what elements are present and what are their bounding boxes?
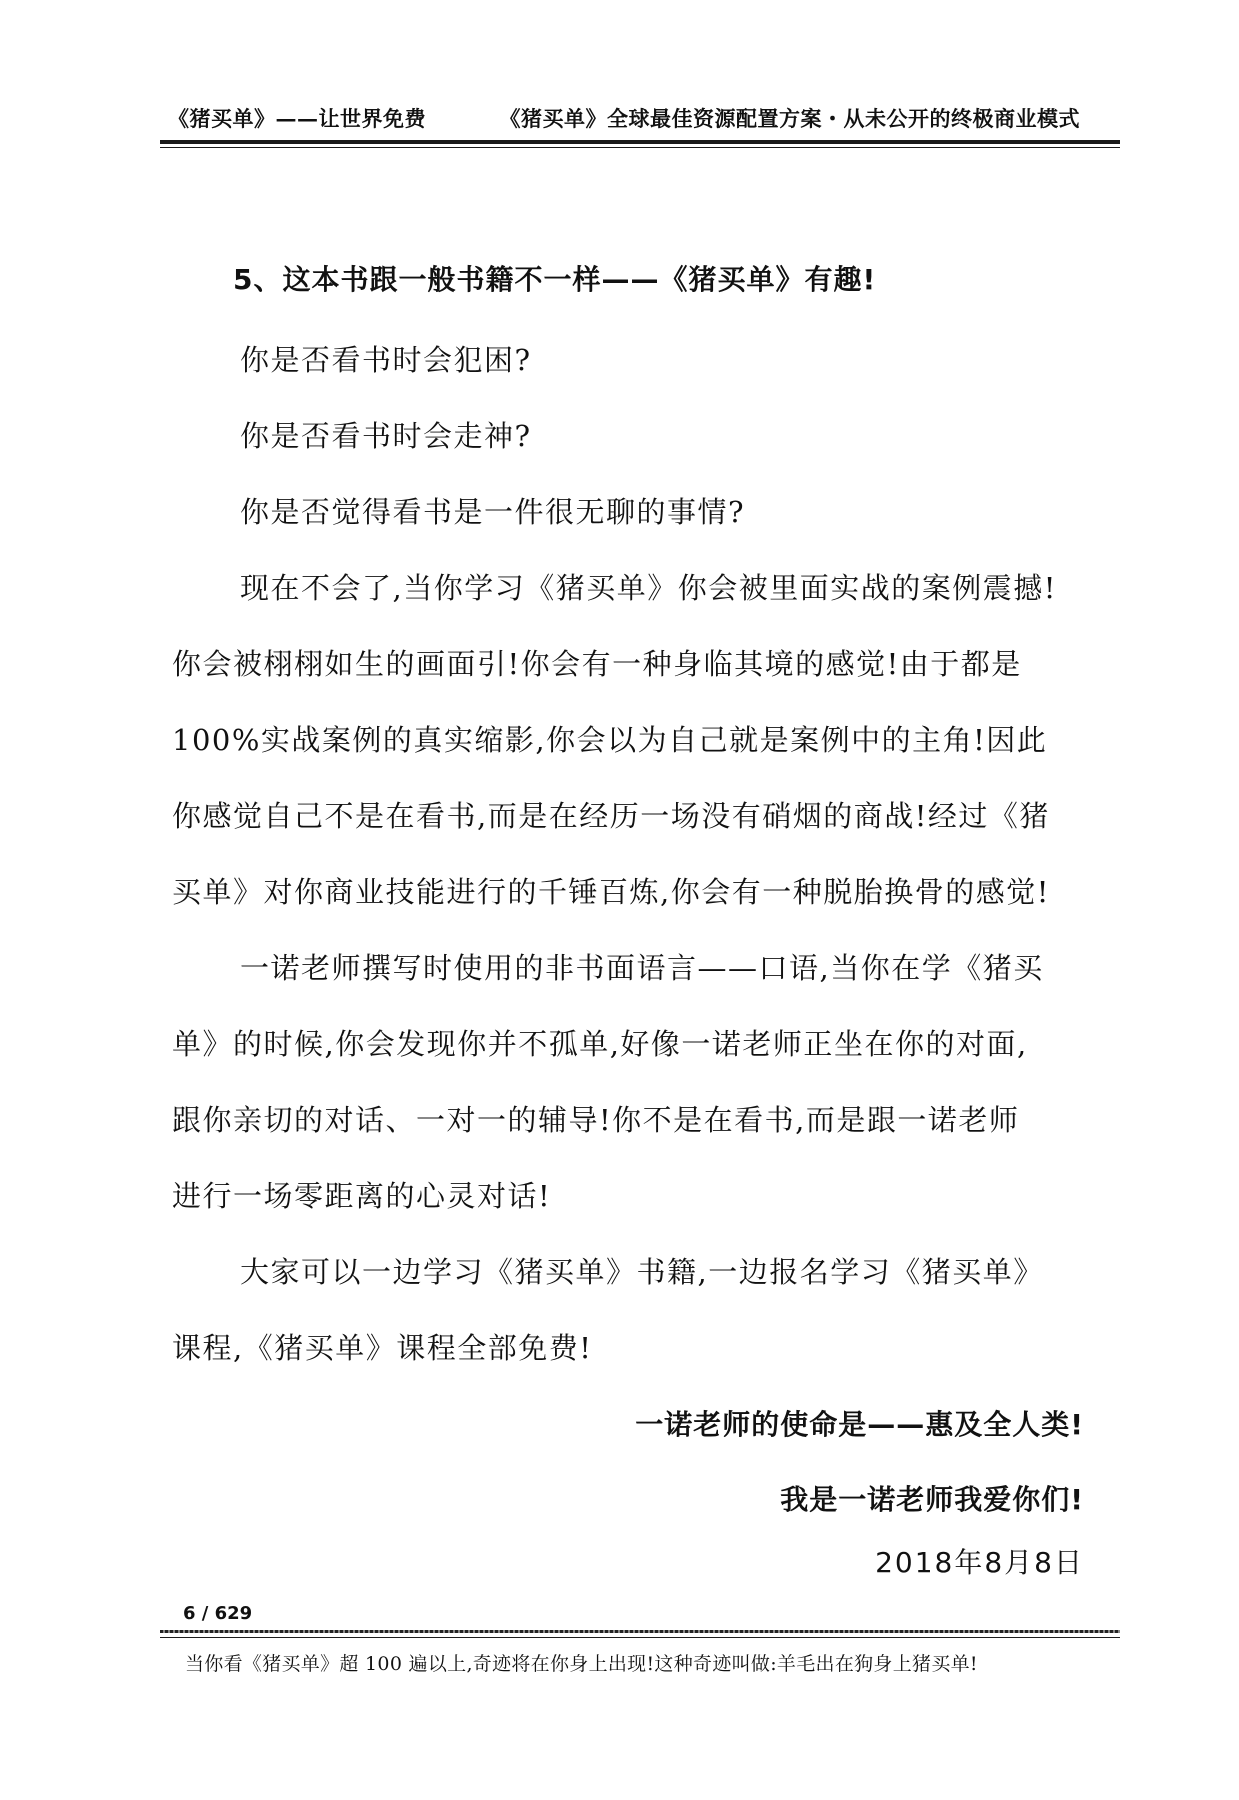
- header-left-title: 《猪买单》——让世界免费: [168, 106, 426, 131]
- header-rule-thick: [160, 140, 1120, 144]
- paragraph-line: 现在不会了,当你学习《猪买单》你会被里面实战的案例震撼!: [240, 571, 1057, 605]
- paragraph-line: 100%实战案例的真实缩影,你会以为自己就是案例中的主角!因此: [172, 723, 1048, 757]
- header-right-title: 《猪买单》全球最佳资源配置方案・从未公开的终极商业模式: [499, 106, 1080, 131]
- paragraph-line: 进行一场零距离的心灵对话!: [172, 1179, 552, 1213]
- question-line: 你是否看书时会犯困?: [240, 343, 532, 377]
- footer-rule-thin: [160, 1637, 1120, 1638]
- paragraph-line: 单》的时候,你会发现你并不孤单,好像一诺老师正坐在你的对面,: [172, 1027, 1028, 1061]
- paragraph-line: 课程,《猪买单》课程全部免费!: [172, 1331, 593, 1365]
- section-title: 5、这本书跟一般书籍不一样——《猪买单》有趣!: [233, 263, 877, 296]
- footer-rule-dotted: [160, 1630, 1120, 1633]
- paragraph-line: 一诺老师撰写时使用的非书面语言——口语,当你在学《猪买: [240, 951, 1044, 985]
- question-line: 你是否觉得看书是一件很无聊的事情?: [240, 495, 746, 529]
- question-line: 你是否看书时会走神?: [240, 419, 532, 453]
- paragraph-line: 大家可以一边学习《猪买单》书籍,一边报名学习《猪买单》: [240, 1255, 1044, 1289]
- header-rule-thin: [160, 147, 1120, 148]
- date: 2018年8月8日: [875, 1546, 1084, 1579]
- paragraph-line: 你会被栩栩如生的画面引!你会有一种身临其境的感觉!由于都是: [172, 647, 1022, 681]
- running-header: [160, 103, 1120, 137]
- paragraph-line: 买单》对你商业技能进行的千锤百炼,你会有一种脱胎换骨的感觉!: [172, 875, 1050, 909]
- mission-statement: 一诺老师的使命是——惠及全人类!: [635, 1408, 1084, 1441]
- page-number: 6 / 629: [183, 1603, 253, 1624]
- closing-signoff: 我是一诺老师我爱你们!: [780, 1483, 1084, 1516]
- paragraph-line: 你感觉自己不是在看书,而是在经历一场没有硝烟的商战!经过《猪: [172, 799, 1050, 833]
- paragraph-line: 跟你亲切的对话、一对一的辅导!你不是在看书,而是跟一诺老师: [172, 1103, 1020, 1137]
- running-footer: 当你看《猪买单》超 100 遍以上,奇迹将在你身上出现!这种奇迹叫做:羊毛出在狗身上猪买单!: [185, 1653, 978, 1675]
